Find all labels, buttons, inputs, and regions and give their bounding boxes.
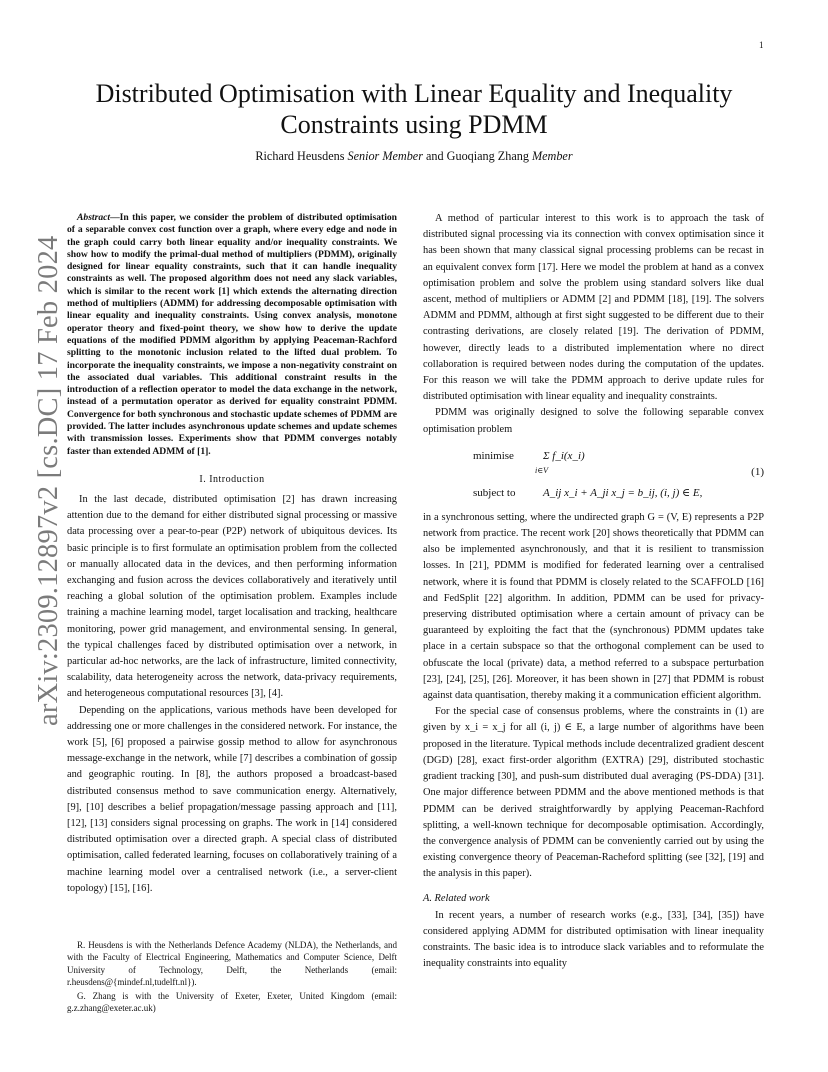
footnotes bbox=[67, 939, 397, 1017]
author-1-role: Senior Member bbox=[347, 149, 423, 163]
footnote-author-1: R. Heusdens is with the Netherlands Defence Academy (NLDA), the Netherlands, and with the Faculty of Electrical Engineering, Mathematics and Computer Science, Delft University of Technology, Delft, the Netherlands (email: r.heusdens@{mindef.nl,tudelft.nl}). bbox=[67, 940, 397, 987]
footnote-author-2: G. Zhang is with the University of Exeter, Exeter, United Kingdom (email: g.z.zhang@exeter.ac.uk) bbox=[67, 991, 397, 1014]
equation-objective: Σ f_i(x_i) bbox=[543, 449, 585, 462]
abstract bbox=[67, 212, 397, 458]
page-number: 1 bbox=[759, 40, 764, 50]
equation-constraint-row bbox=[473, 486, 702, 499]
right-column bbox=[423, 211, 764, 972]
right-paragraph-2: PDMM was originally designed to solve the following separable convex optimisation problem bbox=[423, 407, 764, 435]
right-paragraph-4: For the special case of consensus problems, where the constraints in (1) are given by x_i = x_j for all (i, j) ∈ E, a large number of algorithms have been proposed in the literature. Typical methods include decentralized gradient descent (DGD) [28], exact first-order algorithm (EXTRA) [29], distributed stochastic gradient tracking [30], and push-sum distributed dual averaging (PS-DDA) [31]. One major difference between PDMM and the above mentioned methods is that PDMM can be derived straightforwardly by applying Peaceman-Rachford splitting, a well-known technique for decomposable optimisation. Accordingly, the convergence analysis of PDMM can be conveniently carried out by using the existing convergence theory of Peaceman-Racheford splitting (see [32], [19] and the analysis in this paper). bbox=[423, 706, 764, 880]
author-conjunction: and bbox=[426, 149, 444, 163]
author-line bbox=[60, 149, 768, 164]
author-1: Richard Heusdens bbox=[255, 149, 345, 163]
arxiv-stamp: arXiv:2309.12897v2 [cs.DC] 17 Feb 2024 bbox=[33, 235, 64, 726]
right-paragraph-1: A method of particular interest to this work is to approach the task of distributed signal processing via its connection with convex optimisation since it has been shown that many classical signal processing problems can be recast in an equivalent convex form [17]. Here we model the problem at hand as a convex optimisation problem and solve the problem using standard solvers like dual ascent, method of multipliers or ADMM [2] and PDMM [18], [19]. The solvers ADMM and PDMM, although at first sight suggested to be different due to their contrasting derivations, are closely related [19]. The derivation of PDMM, however, directly leads to a distributed implementation where no direct collaboration is required between nodes during the computation of the updates. For this reason we will take the PDMM approach to derive update rules for distributed optimisation with linear equality and inequality constraints. bbox=[423, 213, 764, 403]
equation-objective-row bbox=[473, 450, 585, 462]
right-paragraph-5: In recent years, a number of research works (e.g., [33], [34], [35]) have considered applying ADMM for distributed optimisation with linear inequality constraints. The basic idea is to introduce slack variables and to reformulate the inequality constraints into equality bbox=[423, 909, 764, 970]
section-heading-introduction: I. Introduction bbox=[199, 473, 265, 485]
equation-constraint: A_ij x_i + A_ji x_j = b_ij, (i, j) ∈ E, bbox=[543, 486, 703, 499]
right-paragraph-3: in a synchronous setting, where the undirected graph G = (V, E) represents a P2P network from practice. The recent work [20] shows theoretically that PDMM can also be implemented asynchronously, and that it is resilient to transmission losses. In [21], PDMM is modified for federated learning over a centralised network, where it is found that PDMM is closely related to the SCAFFOLD [16] and FedSplit [22] algorithm. In addition, PDMM can be used for privacy-preserving distributed optimisation where a certain amount of privacy can be guaranteed by exploiting the fact that the (synchronous) PDMM updates take place in a certain subspace so that the orthogonal complement can be used to obfuscate the local (private) data, a method referred to a subspace perturbation [23], [24], [25], [26]. Moreover, it has been shown in [27] that PDMM is robust against data quantisation, thereby making it a communication efficient algorithm. bbox=[423, 511, 764, 702]
equation-minimise: minimise bbox=[473, 449, 514, 462]
subsection-heading-related-work: A. Related work bbox=[423, 892, 490, 904]
abstract-lead: Abstract bbox=[77, 212, 111, 223]
left-column bbox=[67, 212, 397, 897]
equation-sum-index-row bbox=[535, 466, 548, 475]
equation-subject-to: subject to bbox=[473, 486, 516, 499]
author-2-role: Member bbox=[531, 149, 573, 163]
intro-paragraph-1: In the last decade, distributed optimisation [2] has drawn increasing attention due to the demand for either distributed signal processing or massive data processing over a pear-to-pear (P2P) network of ubiquitous devices. Its basic principle is to first formulate an optimisation problem from the collected or manually allocated data in the devices, and then performing information exchanging and fusion across the devices collaboratively and iteratively until reaching a global solution of the optimisation problem. Examples include training a machine learning model, target localisation and tracking, healthcare monitoring, power grid management, and environmental sensing. In general, the typical challenges faced by distributed optimisation over a network, in particular ad-hoc networks, are the lack of infrastructure, limited connectivity, scalability, data heterogeneity across the network, data-privacy requirements, and heterogeneous computational resources [3], [4]. bbox=[67, 493, 397, 700]
intro-paragraph-2: Depending on the applications, various methods have been developed for addressing one or more challenges in the considered network. For instance, the work [5], [6] proposed a pairwise gossip method to allow for asynchronous message-exchange in the network, while [7] describes a combination of gossip and geographic routing. In [8], the authors proposed a broadcast-based distributed consensus method to save communication energy. Alternatively, [9], [10] describes a belief propagation/message passing approach and [11], [12], [13] considers signal processing on graphs. The work in [14] considered distributed optimisation over a directed graph. A special class of distributed optimisation, called federated learning, focuses on collaboratively training of a machine learning model over a centralised network (i.e., a server-client topology) [15], [16]. bbox=[67, 704, 397, 894]
paper-title: Distributed Optimisation with Linear Equality and Inequality Constraints using PDMM bbox=[95, 79, 733, 139]
equation-label: (1) bbox=[751, 465, 764, 478]
equation-1 bbox=[423, 444, 764, 506]
author-2: Guoqiang Zhang bbox=[446, 149, 529, 163]
equation-sum-index: i∈V bbox=[535, 465, 549, 475]
abstract-text: —In this paper, we consider the problem of distributed optimisation of a separable convex cost function over a graph, where every edge and node in the graph could carry both linear equality and/or inequality constraints. We show how to modify the primal-dual method of multipliers (PDMM), originally designed for linear equality constraints, such that it can handle inequality constraints as well. The proposed algorithm does not need any slack variables, which is similar to the recent work [1] which extends the alternating direction method of multipliers (ADMM) for addressing decomposable optimisation with linear equality and inequality constraints. Using convex analysis, monotone operator theory and fixed-point theory, we show how to derive the update equations of the modified PDMM algorithm by applying Peaceman-Rachford splitting to the monotonic inclusion related to the lifted dual problem. To incorporate the inequality constraints, we impose a non-negativity constraint on the associated dual variables. This additional constraint results in the introduction of a reflection operator to model the data exchange in the network, instead of a permutation operator as derived for equality constraint PDMM. Convergence for both synchronous and stochastic update schemes of PDMM are provided. The latter includes asynchronous update schemes and update schemes with transmission losses. Experiments show that PDMM converges notably faster than extended ADMM of [1]. bbox=[67, 212, 397, 457]
